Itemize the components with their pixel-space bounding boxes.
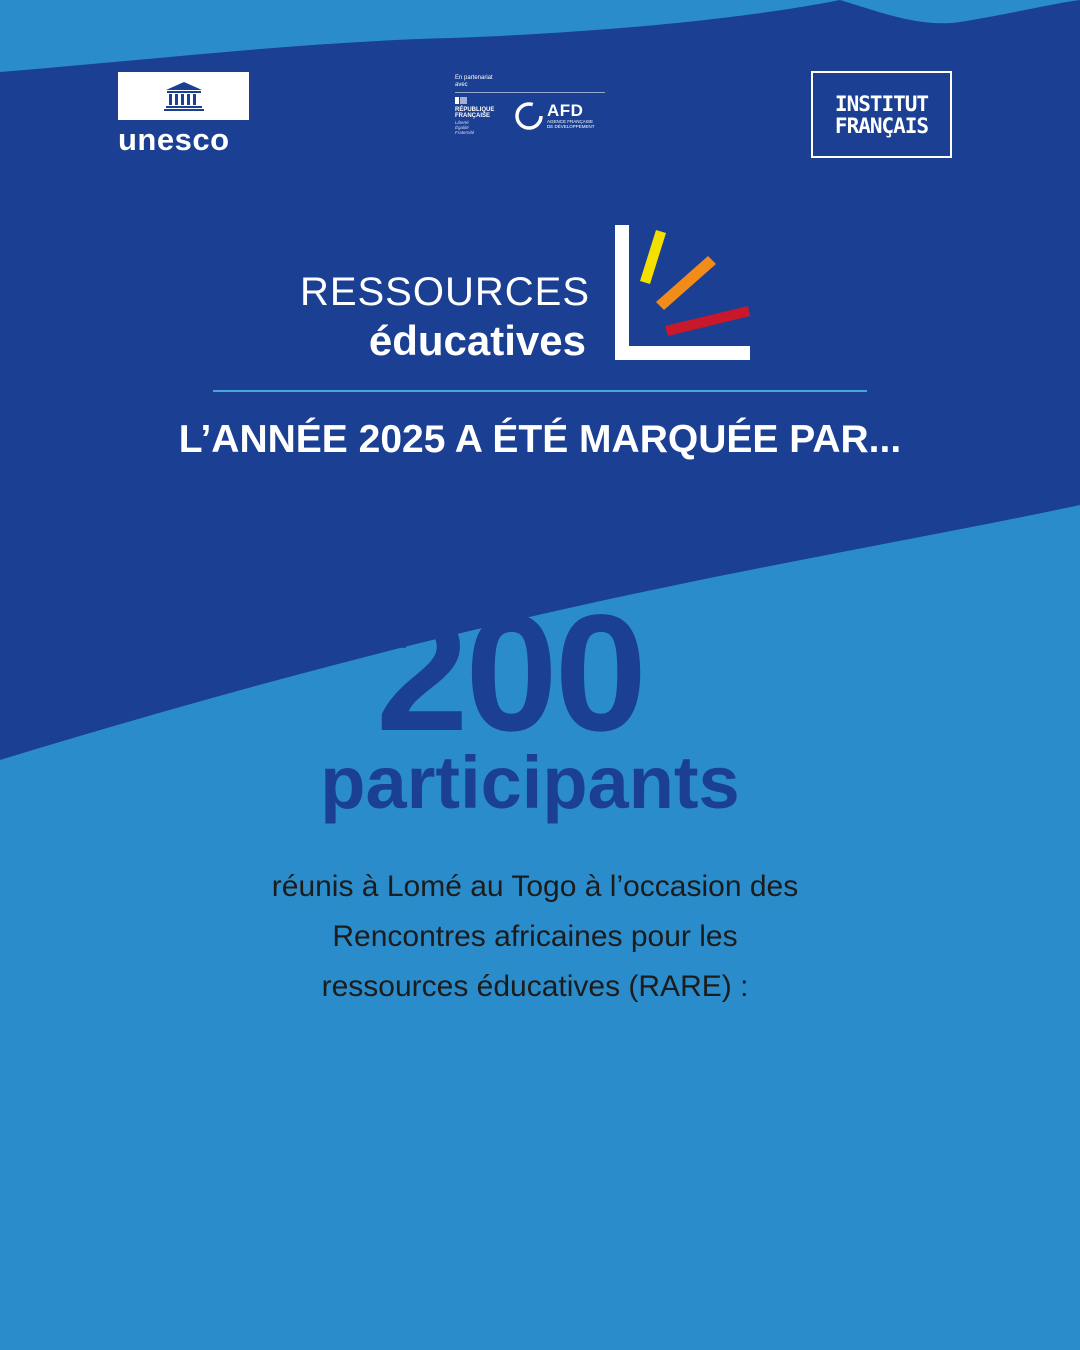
marianne-icon [455, 97, 467, 104]
afd-name: AFD [547, 100, 584, 120]
rf-motto-line: Fraternité [455, 129, 475, 135]
partnership-intro-line: avec [455, 82, 468, 88]
partnership-intro [455, 75, 615, 89]
rf-name-line: FRANÇAISE [455, 113, 491, 119]
stat-number: 200 [376, 581, 644, 766]
unesco-logo [118, 72, 254, 158]
highlight-line: éducatives de qualité. [382, 1170, 688, 1203]
highlight-line: un rapport final et 12 recommandations [258, 1070, 812, 1103]
afd-subtitle: AGENCE FRANÇAISE [547, 118, 594, 124]
unesco-wordmark: unesco [118, 122, 230, 157]
headline: L’ANNÉE 2025 A ÉTÉ MARQUÉE PAR... [178, 418, 902, 461]
rf-motto-line: Égalité [455, 124, 469, 130]
afd-ring-icon [514, 101, 544, 131]
partners-logo [455, 75, 615, 135]
brand-title-educatives: éducatives [368, 317, 586, 364]
description-line: Rencontres africaines pour les [332, 920, 738, 953]
rf-name-line: RÉPUBLIQUE [455, 106, 495, 113]
stat-label: participants [320, 741, 740, 824]
rf-motto-line: Liberté [455, 119, 469, 125]
description [190, 862, 880, 1212]
partnership-divider [455, 92, 605, 93]
brand-mark-icon [610, 222, 755, 362]
description-line: ressources éducatives (RARE) : [321, 970, 749, 1003]
republique-francaise-logo [455, 97, 510, 135]
institut-line: INSTITUT [834, 91, 929, 116]
partnership-intro-line: En partenariat [455, 75, 493, 81]
institut-francais-logo [811, 71, 952, 158]
unesco-emblem-plate [118, 72, 249, 120]
brand-title-ressources: RESSOURCES [299, 270, 590, 314]
section-divider [213, 390, 867, 392]
afd-subtitle: DE DÉVELOPPEMENT [547, 123, 595, 129]
afd-logo [514, 101, 595, 131]
temple-icon [164, 81, 204, 111]
highlight-line: 3 jours d’échanges, 13 panels, [322, 1020, 748, 1053]
description-line: réunis à Lomé au Togo à l’occasion des [271, 870, 799, 903]
institut-line: FRANÇAIS [834, 113, 929, 138]
highlight-line: pour renforcer l’accès à des ressources [256, 1120, 814, 1153]
